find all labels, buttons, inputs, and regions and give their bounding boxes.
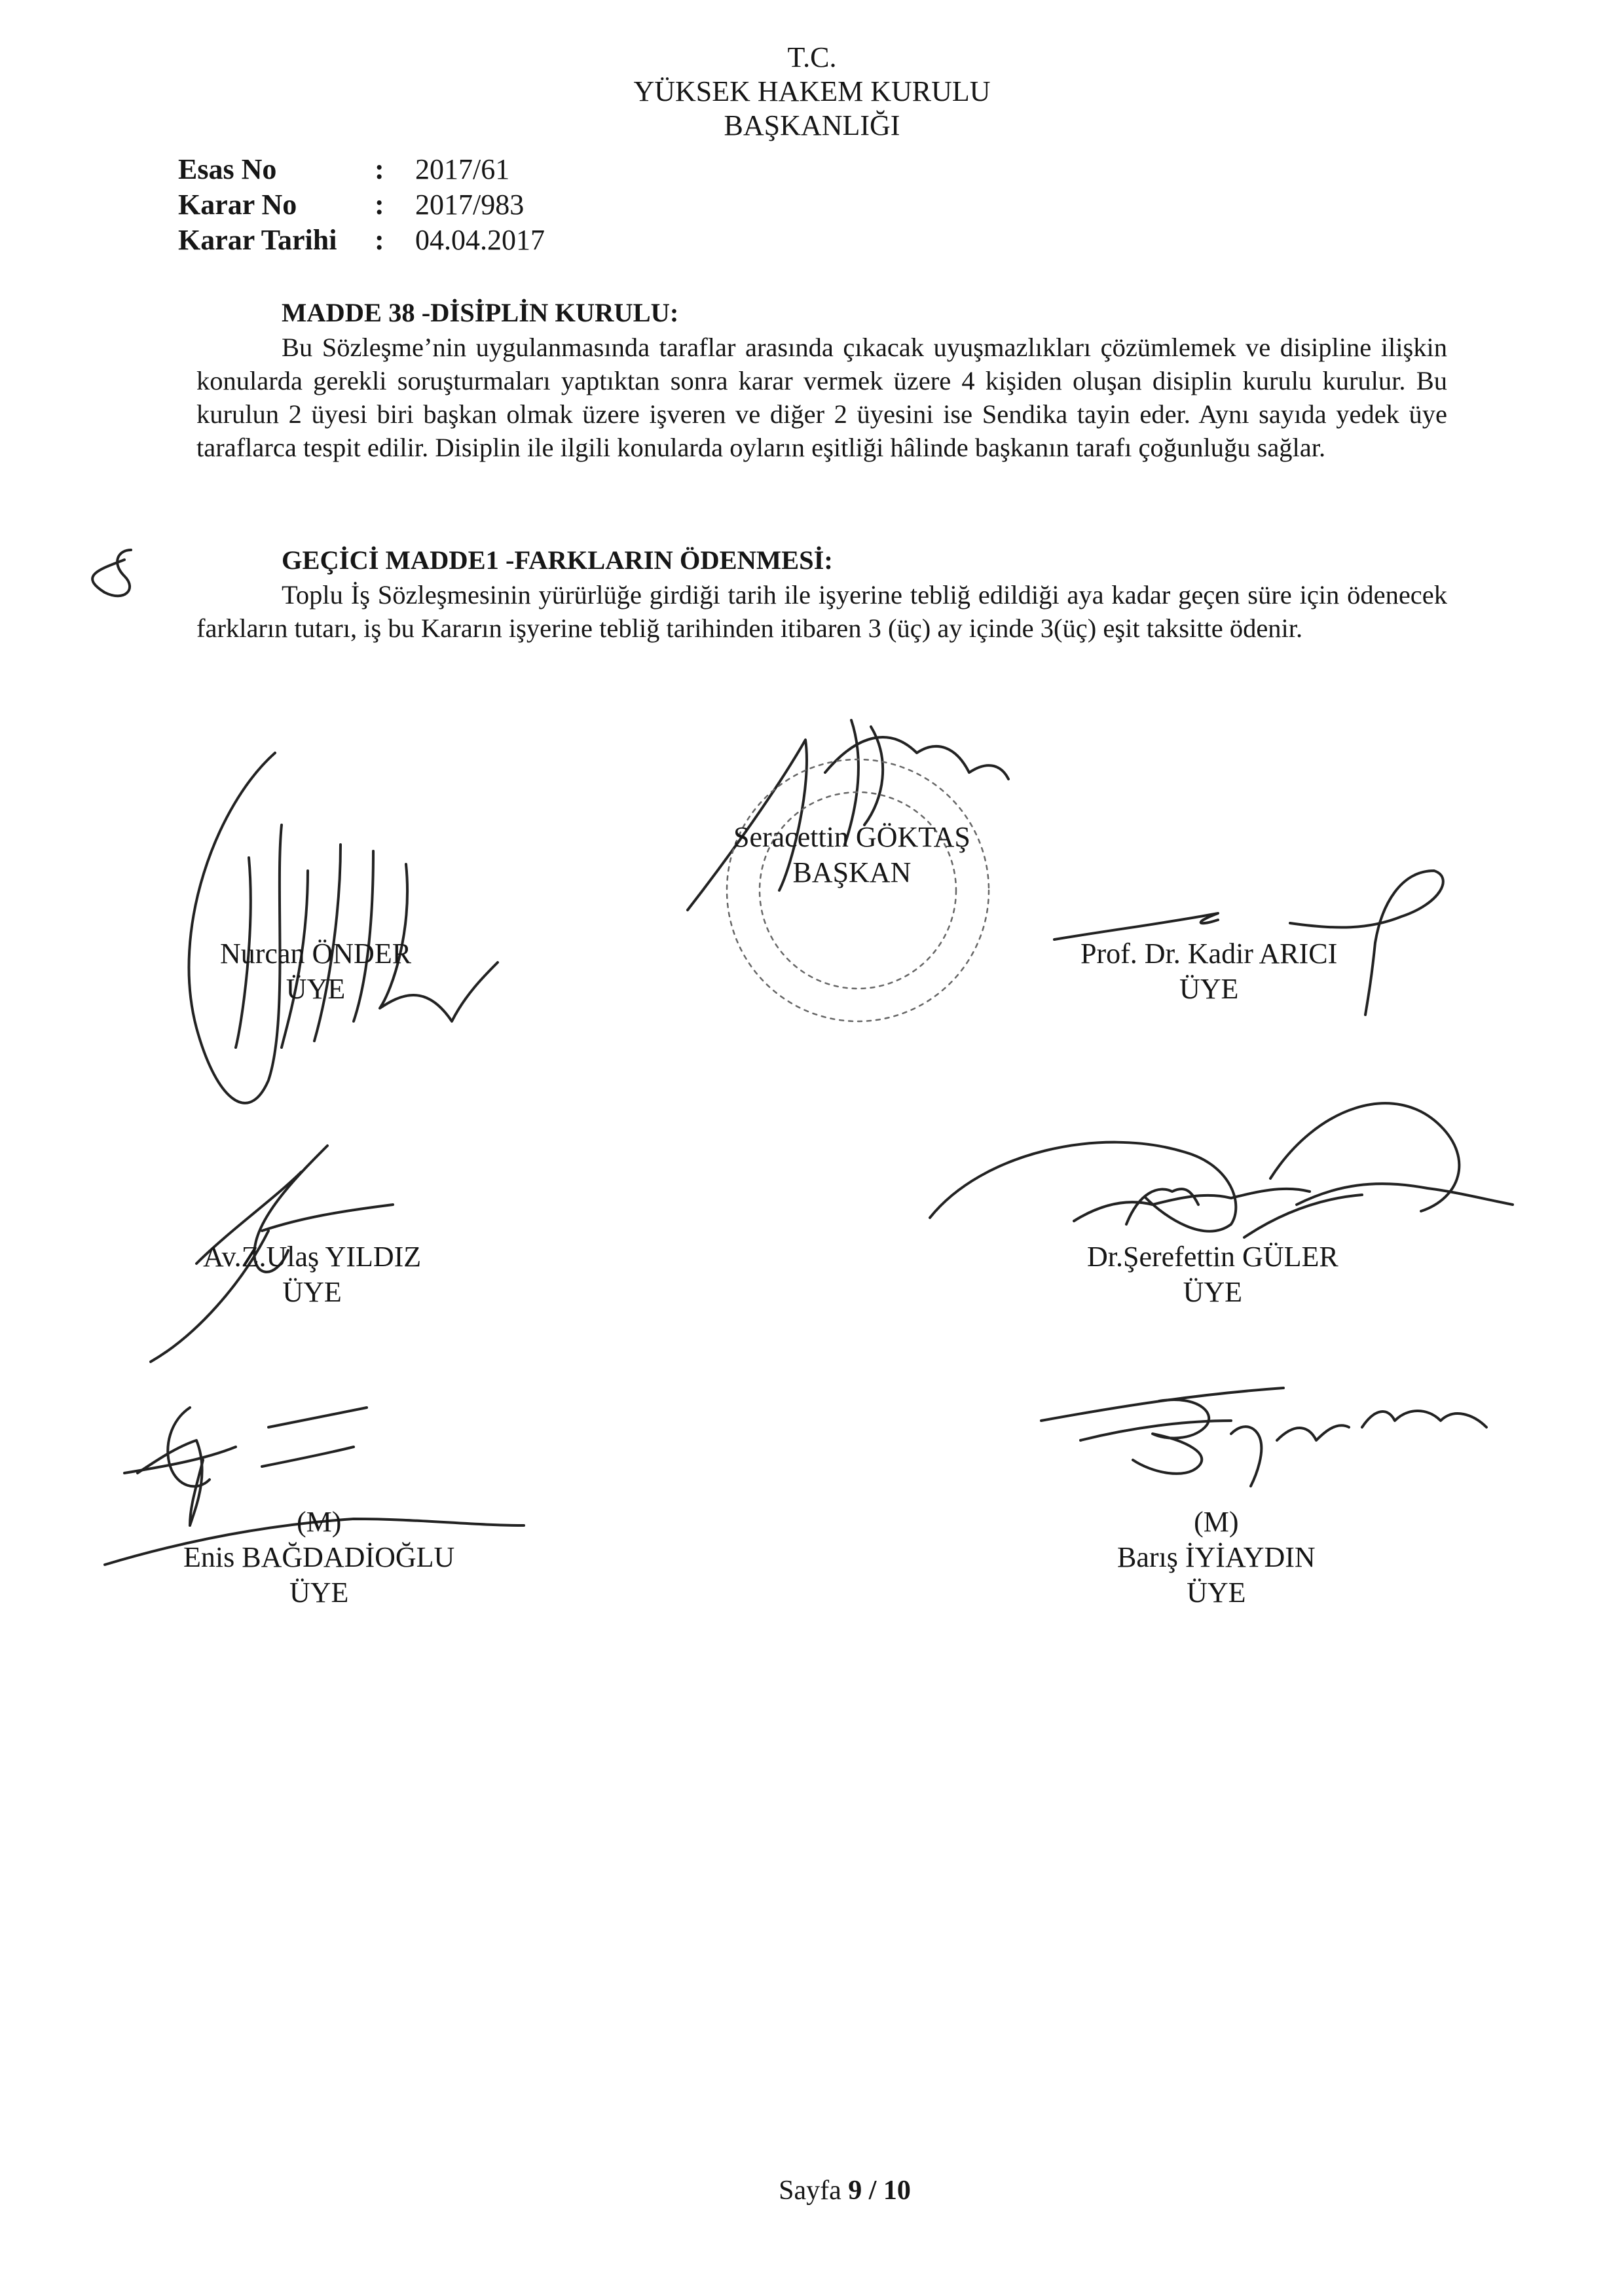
header-office: BAŞKANLIĞI [724,109,900,141]
section-gecici-madde-1 [196,543,1447,645]
signatory-name: Prof. Dr. Kadir ARICI [1080,938,1338,970]
case-meta [178,152,545,258]
meta-row-esas [178,152,545,187]
signatory-role: ÜYE [1179,973,1239,1005]
page-number-prefix: Sayfa [779,2176,849,2206]
signatory-name: Nurcan ÖNDER [220,938,412,970]
signatory-marker: (M) [1194,1506,1239,1538]
signatory-role: ÜYE [282,1276,342,1308]
signatory-name: Av.Z.Ulaş YILDIZ [203,1241,422,1273]
signatory-name: Enis BAĞDADİOĞLU [183,1541,455,1573]
meta-colon: : [375,189,384,221]
margin-initial-mark [92,550,131,596]
signatory-name: Barış İYİAYDIN [1117,1541,1316,1573]
signature-serefettin [930,1103,1513,1237]
meta-label: Esas No [178,153,277,185]
meta-value: 2017/983 [415,189,525,221]
page-number: 9 / 10 [848,2176,911,2206]
signatory-name: Seracettin GÖKTAŞ [733,821,970,853]
signatory-name: Dr.Şerefettin GÜLER [1087,1241,1338,1273]
signatory-president [733,820,970,890]
meta-colon: : [375,224,384,256]
meta-colon: : [375,153,384,185]
page-footer [720,2175,969,2206]
signatory-baris [1117,1504,1316,1611]
signatory-role: ÜYE [289,1576,349,1609]
header-institution: YÜKSEK HAKEM KURULU [633,75,991,107]
signatory-kadir [1080,936,1337,1007]
signatory-role: ÜYE [1183,1276,1243,1308]
meta-value: 04.04.2017 [415,224,545,256]
signatory-ulas [203,1239,421,1310]
meta-row-tarih [178,223,545,258]
document-header [576,41,1048,143]
section-madde-38 [196,296,1447,464]
signatory-role: BAŞKAN [792,856,912,888]
signatory-role: ÜYE [286,973,346,1005]
meta-row-karar [178,187,545,223]
official-stamp [727,759,989,1021]
signatory-serefettin [1087,1239,1338,1310]
section-body: Bu Sözleşme’nin uygulanmasında taraflar arasında çıkacak uyuşmazlıkları çözümlemek ve disipline ilişkin konularda gerekli soruşturmaları yaptıktan sonra karar vermek üzere 4 kişiden oluşan disiplin kurulu kurulur. Bu kurulun 2 üyesi biri başkan olmak üzere işveren ve diğer 2 üyesini ise Sendika tayin eder. Aynı sayıda yedek üye taraflarca tespit edilir. Disiplin ile ilgili konularda oyların eşitliği hâlinde başkanın tarafı çoğunluğu sağlar. [196,333,1447,462]
signature-nurcan [189,753,498,1103]
section-title: MADDE 38 -DİSİPLİN KURULU: [282,298,679,327]
section-body: Toplu İş Sözleşmesinin yürürlüğe girdiği tarih ile işyerine tebliğ edildiği aya kadar geçen süre için ödenecek farkların tutarı, iş bu Kararın işyerine tebliğ tarihinden itibaren 3 (üç) ay içinde 3(üç) eşit taksitte ödenir. [196,580,1447,643]
meta-label: Karar Tarihi [178,224,337,256]
meta-value: 2017/61 [415,153,510,185]
signatory-nurcan [220,936,411,1007]
signature-baris [1041,1388,1486,1486]
header-country: T.C. [787,41,837,73]
signatory-enis [183,1504,454,1611]
signatory-role: ÜYE [1187,1576,1246,1609]
meta-label: Karar No [178,189,297,221]
section-title: GEÇİCİ MADDE1 -FARKLARIN ÖDENMESİ: [282,545,833,575]
signatory-marker: (M) [296,1506,342,1538]
